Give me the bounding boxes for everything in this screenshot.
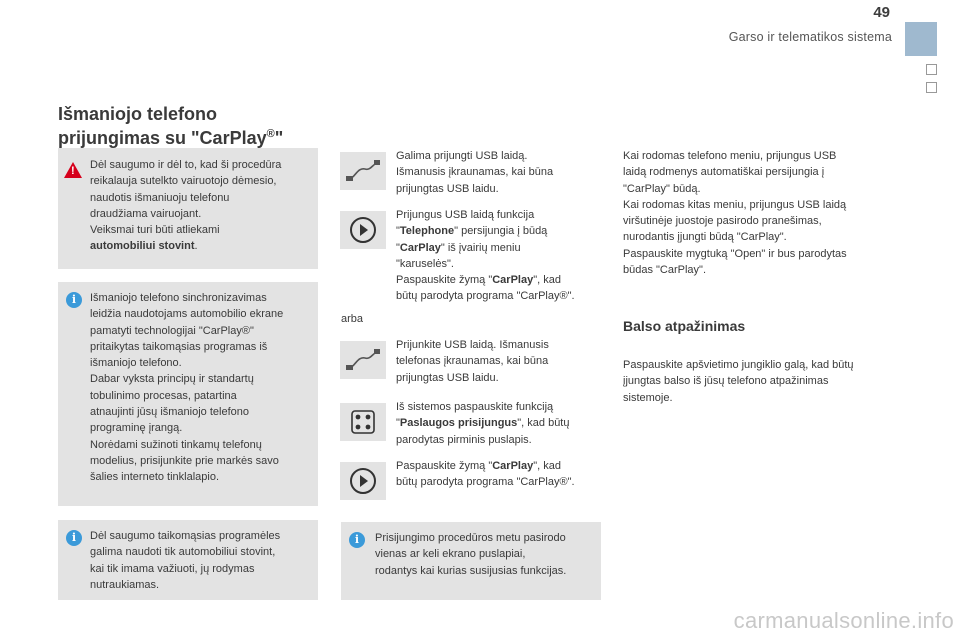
nav-square-icon — [926, 64, 937, 75]
connected-services-icon — [340, 403, 386, 441]
info-icon: i — [66, 530, 82, 546]
play-button-icon — [340, 211, 386, 249]
warning-box: ! Dėl saugumo ir dėl to, kad ši procedūra reikalauja sutelkto vairuotojo dėmesio, naudotis išmaniuoju telefonu draudžiama vairuojant. Veiksmai turi būti atliekami automobiliui stovint. — [58, 148, 318, 269]
chapter-tab — [905, 22, 937, 56]
info-box-safety — [58, 520, 318, 600]
usb-cable-icon — [340, 341, 386, 379]
info-text-procedure: Prisijungimo procedūros metu pasirodo vienas ar keli ekrano puslapiai, rodantys kai kurias susijusias funkcijas. — [375, 532, 567, 577]
page-title — [58, 104, 283, 148]
voice-recognition-heading: Balso atpažinimas — [623, 318, 746, 334]
info-text-compat: Išmaniojo telefono sinchronizavimas leidžia naudotojams automobilio ekrane pamatyti technologijai "CarPlay®" pritaikytas taikomąsias programas iš išmaniojo telefono. Dabar vyksta principų ir standartų tobulinimo procesas, patartina atnaujinti jūsų išmaniojo telefono programinę įrangą. Norėdami sužinoti tinkamų telefonų modelius, prisijunkite prie markės savo šalies interneto tinklalapio. — [90, 292, 284, 484]
page-number: 49 — [873, 4, 890, 21]
nav-square-icon — [926, 82, 937, 93]
warning-text: Dėl saugumo ir dėl to, kad ši procedūra reikalauja sutelkto vairuotojo dėmesio, naudotis išmaniuoju telefonu draudžiama vairuojant. Veiksmai turi būti atliekami automobiliui stovint. — [90, 159, 282, 253]
title-line-1: Išmaniojo telefono — [58, 104, 218, 124]
title-line-2: prijungimas su "CarPlay®" — [58, 128, 284, 148]
info-icon: i — [349, 532, 365, 548]
voice-recognition-text: Paspauskite apšvietimo jungiklio galą, kad būtų įjungtas balso iš jūsų telefono atpažinimas sistemoje. — [623, 359, 854, 404]
play-button-icon — [340, 462, 386, 500]
step-carplay-text: Paspauskite žymą "CarPlay", kad būtų parodyta programa "CarPlay®". — [396, 460, 575, 489]
step-usb-2-text: Prijunkite USB laidą. Išmanusis telefonas įkraunamas, kai būna prijungtas USB laidu. — [396, 339, 549, 384]
info-icon: i — [66, 292, 82, 308]
usb-cable-icon — [340, 152, 386, 190]
section-title: Garso ir telematikos sistema — [728, 30, 892, 44]
watermark: carmanualsonline.info — [733, 608, 954, 633]
step-telephone-text: Prijungus USB laidą funkcija "Telephone" persijungia į būdą "CarPlay" iš įvairių meniu "karuselės". Paspauskite žymą "CarPlay", kad būtų parodyta programa "CarPlay®". — [396, 209, 575, 303]
info-text-safety: Dėl saugumo taikomąsias programėles galima naudoti tik automobiliui stovint, kai tik imama važiuoti, jų rodymas nutraukiamas. — [90, 530, 281, 591]
step-usb-1-text: Galima prijungti USB laidą. Išmanusis įkraunamas, kai būna prijungtas USB laidu. — [396, 150, 554, 195]
or-separator: arba — [341, 313, 364, 325]
carplay-menu-text: Kai rodomas telefono meniu, prijungus USB laidą rodmenys automatiškai persijungia į "CarPlay" būdą. Kai rodomas kitas meniu, prijungus USB laidą viršutinėje juostoje pasirodo pranešimas, nurodantis įjungti būdą "CarPlay". Paspauskite mygtuką "Open" ir bus parodytas būdas "CarPlay". — [623, 150, 847, 277]
step-services-text: Iš sistemos paspauskite funkciją "Paslaugos prisijungus", kad būtų parodytas pirminis puslapis. — [396, 401, 570, 446]
info-box-compat — [58, 282, 318, 506]
info-box-procedure — [341, 522, 601, 600]
